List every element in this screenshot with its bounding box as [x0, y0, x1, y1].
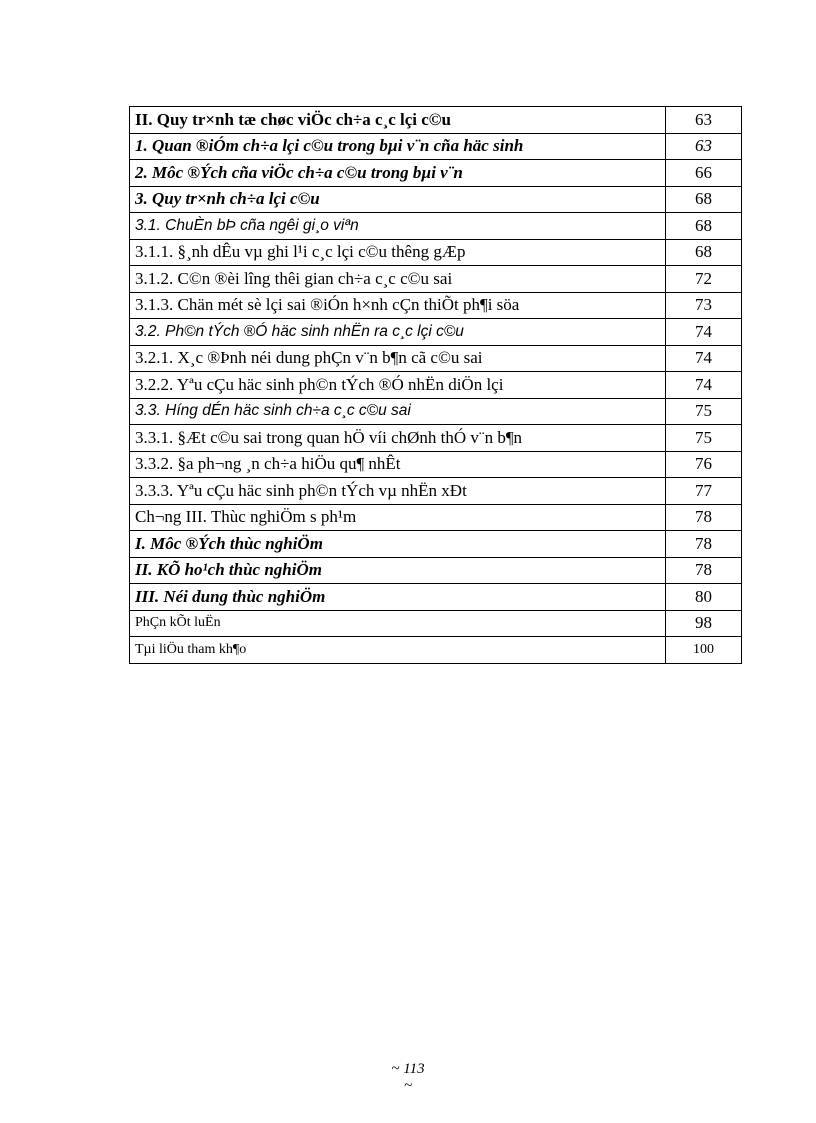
- toc-row: [130, 425, 742, 452]
- toc-entry-title: 2. Môc ®Ých cña viÖc ch÷a c©u trong bµi v¨n: [130, 160, 666, 187]
- toc-entry-title: 3.1.1. §¸nh dÊu vµ ghi l¹i c¸c lçi c©u thêng gÆp: [130, 239, 666, 266]
- toc-row: [130, 213, 742, 240]
- toc-entry-title: 3.1.2. C©n ®èi lîng thêi gian ch÷a c¸c c©u sai: [130, 266, 666, 293]
- toc-row: [130, 133, 742, 160]
- toc-entry-title: 3.3.2. §a ph¬ng ¸n ch÷a hiÖu qu¶ nhÊt: [130, 451, 666, 478]
- toc-row: [130, 319, 742, 346]
- toc-entry-title: I. Môc ®Ých thùc nghiÖm: [130, 531, 666, 558]
- toc-entry-title: 3.2.2. Yªu cÇu häc sinh ph©n tÝch ®Ó nhËn diÖn lçi: [130, 372, 666, 399]
- table-of-contents: [129, 106, 742, 664]
- toc-row: [130, 160, 742, 187]
- page-footer: [0, 1061, 816, 1095]
- toc-entry-page: 68: [666, 213, 742, 240]
- toc-entry-page: 74: [666, 319, 742, 346]
- toc-entry-page: 80: [666, 584, 742, 611]
- toc-row: [130, 398, 742, 425]
- toc-entry-title: 3.1.3. Chän mét sè lçi sai ®iÓn h×nh cÇn thiÕt ph¶i söa: [130, 292, 666, 319]
- toc-entry-page: 73: [666, 292, 742, 319]
- toc-row: [130, 504, 742, 531]
- toc-entry-page: 78: [666, 504, 742, 531]
- toc-row: [130, 266, 742, 293]
- toc-row: [130, 610, 742, 637]
- toc-entry-title: 3.1. ChuÈn bÞ cña ngêi gi¸o viªn: [130, 213, 666, 240]
- toc-row: [130, 372, 742, 399]
- toc-entry-page: 78: [666, 557, 742, 584]
- toc-entry-page: 75: [666, 398, 742, 425]
- toc-entry-title: II. KÕ ho¹ch thùc nghiÖm: [130, 557, 666, 584]
- toc-row: [130, 186, 742, 213]
- toc-entry-page: 98: [666, 610, 742, 637]
- toc-entry-title: Tµi liÖu tham kh¶o: [130, 637, 666, 664]
- toc-entry-page: 100: [666, 637, 742, 664]
- toc-entry-page: 74: [666, 372, 742, 399]
- toc-entry-page: 77: [666, 478, 742, 505]
- toc-entry-title: 3.3.1. §Æt c©u sai trong quan hÖ víi chØnh thÓ v¨n b¶n: [130, 425, 666, 452]
- toc-entry-page: 68: [666, 239, 742, 266]
- page-number: ~ 113: [391, 1061, 425, 1077]
- toc-entry-title: 3.3. Híng dÉn häc sinh ch÷a c¸c c©u sai: [130, 398, 666, 425]
- toc-row: [130, 531, 742, 558]
- toc-entry-title: III. Néi dung thùc nghiÖm: [130, 584, 666, 611]
- toc-entry-page: 63: [666, 107, 742, 134]
- toc-entry-title: 3.2. Ph©n tÝch ®Ó häc sinh nhËn ra c¸c lçi c©u: [130, 319, 666, 346]
- toc-row: [130, 451, 742, 478]
- toc-row: [130, 584, 742, 611]
- footer-tilde: ~: [403, 1078, 413, 1094]
- toc-entry-page: 72: [666, 266, 742, 293]
- toc-entry-title: 3. Quy tr×nh ch÷a lçi c©u: [130, 186, 666, 213]
- toc-entry-page: 68: [666, 186, 742, 213]
- toc-entry-title: Ch¬ng III. Thùc nghiÖm s ph¹m: [130, 504, 666, 531]
- toc-row: [130, 239, 742, 266]
- toc-entry-page: 63: [666, 133, 742, 160]
- toc-row: [130, 107, 742, 134]
- toc-row: [130, 292, 742, 319]
- toc-row: [130, 557, 742, 584]
- toc-entry-page: 78: [666, 531, 742, 558]
- toc-entry-title: II. Quy tr×nh tæ chøc viÖc ch÷a c¸c lçi c©u: [130, 107, 666, 134]
- toc-entry-title: PhÇn kÕt luËn: [130, 610, 666, 637]
- toc-entry-page: 75: [666, 425, 742, 452]
- toc-entry-title: 3.2.1. X¸c ®Þnh néi dung phÇn v¨n b¶n cã c©u sai: [130, 345, 666, 372]
- toc-row: [130, 478, 742, 505]
- toc-entry-page: 74: [666, 345, 742, 372]
- toc-entry-page: 66: [666, 160, 742, 187]
- toc-entry-title: 3.3.3. Yªu cÇu häc sinh ph©n tÝch vµ nhËn xÐt: [130, 478, 666, 505]
- toc-entry-page: 76: [666, 451, 742, 478]
- toc-entry-title: 1. Quan ®iÓm ch÷a lçi c©u trong bµi v¨n cña häc sinh: [130, 133, 666, 160]
- toc-row: [130, 637, 742, 664]
- toc-row: [130, 345, 742, 372]
